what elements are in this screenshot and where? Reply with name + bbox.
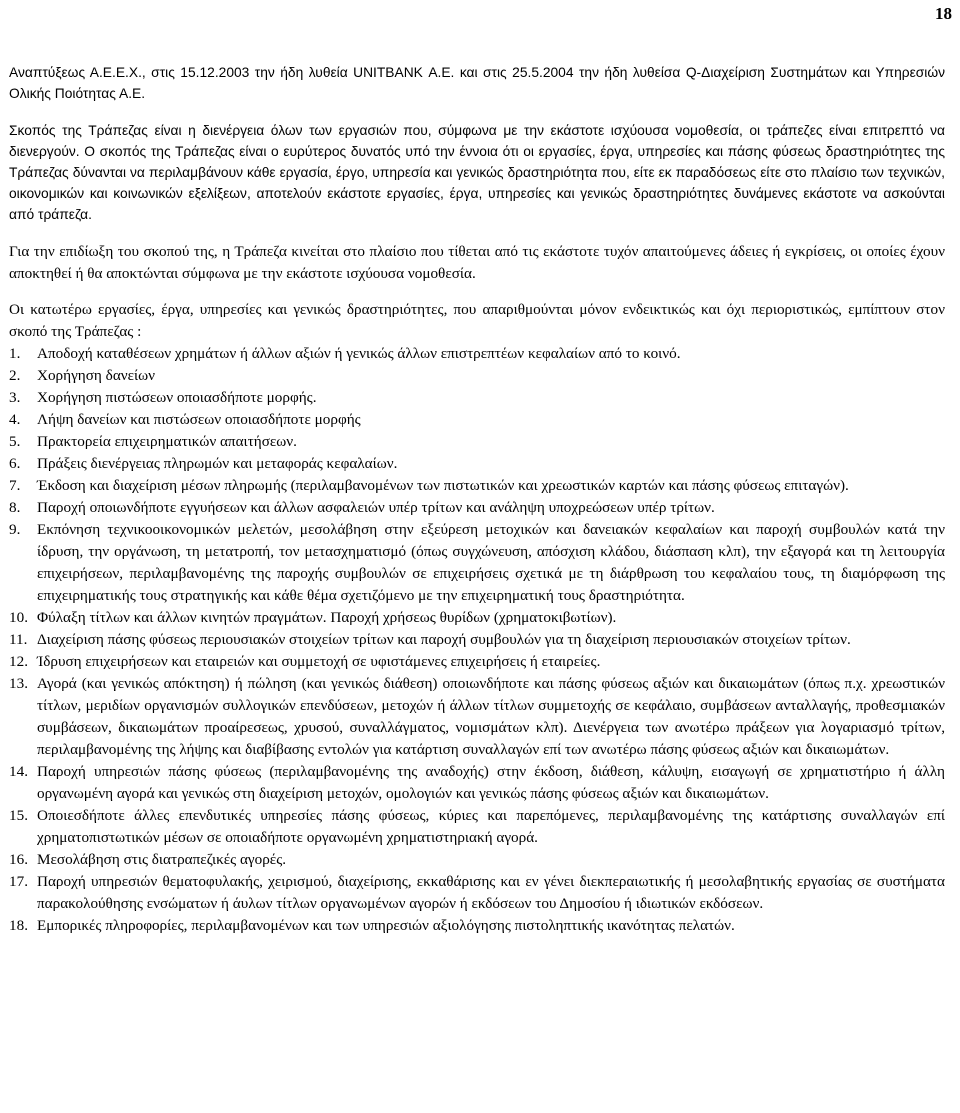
list-item xyxy=(9,607,945,629)
list-item xyxy=(9,365,945,387)
list-item-number: 12. xyxy=(9,653,28,670)
list-item xyxy=(9,761,945,805)
list-item-number: 14. xyxy=(9,763,28,780)
list-item-number: 6. xyxy=(9,455,21,472)
list-item-text: Χορήγηση δανείων xyxy=(37,367,155,384)
list-item-text: Φύλαξη τίτλων και άλλων κινητών πραγμάτων. Παροχή χρήσεως θυρίδων (χρηματοκιβωτίων). xyxy=(37,609,617,626)
list-item-text: Παροχή υπηρεσιών θεματοφυλακής, χειρισμού, διαχείρισης, εκκαθάρισης και εν γένει διεκπεραιωτικής ή μεσολαβητικής εργασίας σε συστήματα παρακολούθησης ενσώματων ή άυλων τίτλων οργανωμένων αγορών ή εκδόσεων του Δημοσίου ή ιδιωτικών εκδόσεων. xyxy=(37,873,945,912)
list-item-number: 7. xyxy=(9,477,21,494)
activities-list xyxy=(9,343,945,937)
list-item-text: Πρακτορεία επιχειρηματικών απαιτήσεων. xyxy=(37,433,297,450)
list-item-number: 8. xyxy=(9,499,21,516)
list-item-number: 9. xyxy=(9,521,21,538)
list-item-number: 17. xyxy=(9,873,28,890)
list-item xyxy=(9,343,945,365)
list-item-text: Χορήγηση πιστώσεων οποιασδήποτε μορφής. xyxy=(37,389,317,406)
page-number: 18 xyxy=(935,4,952,23)
list-item-number: 10. xyxy=(9,609,28,626)
list-item-number: 13. xyxy=(9,675,28,692)
list-item-number: 1. xyxy=(9,345,21,362)
list-item-number: 5. xyxy=(9,433,21,450)
list-item-text: Ίδρυση επιχειρήσεων και εταιρειών και συμμετοχή σε υφιστάμενες επιχειρήσεις ή εταιρείες. xyxy=(37,653,601,670)
document-body xyxy=(9,62,945,937)
purpose-sentence-2: Ο σκοπός της Τράπεζας είναι ο ευρύτερος δυνατός υπό την έννοια ότι οι εργασίες, έργα, υπηρεσίες και πάσης φύσεως δραστηριότητες της Τράπεζας δύνανται να περιλαμβάνουν κάθε εργασία, έργο, υπηρεσία και γενικώς δραστηριότητα που, είτε εκ παραδόσεως είτε στο πλαίσιο των τεχνικών, οικονομικών και κοινωνικών εξελίξεων, αποτελούν εκάστοτε εργασίες, έργα, υπηρεσίες και γενικώς δραστηριότητες δυνάμενες εκάστοτε να ασκούνται από τράπεζα. xyxy=(9,144,945,222)
list-item xyxy=(9,673,945,761)
list-item-text: Παροχή υπηρεσιών πάσης φύσεως (περιλαμβανομένης της αναδοχής) στην έκδοση, διάθεση, κάλυψη, εισαγωγή σε χρηματιστήριο ή άλλη οργανωμένη αγορά και γενικώς στη διαχείριση μετοχών, ομολογιών και γενικώς πάσης φύσεως αξιών και δικαιωμάτων. xyxy=(37,763,945,802)
list-item-text: Έκδοση και διαχείριση μέσων πληρωμής (περιλαμβανομένων των πιστωτικών και χρεωστικών καρτών και πάσης φύσεως επιταγών). xyxy=(37,477,849,494)
list-intro-paragraph: Οι κατωτέρω εργασίες, έργα, υπηρεσίες και γενικώς δραστηριότητες, που απαριθμούνται μόνον ενδεικτικώς και όχι περιοριστικώς, εμπίπτουν στον σκοπό της Τράπεζας : xyxy=(9,301,945,340)
list-item-text: Εμπορικές πληροφορίες, περιλαμβανομένων και των υπηρεσιών αξιολόγησης πιστοληπτικής ικανότητας πελατών. xyxy=(37,917,735,934)
list-item-text: Λήψη δανείων και πιστώσεων οποιασδήποτε μορφής xyxy=(37,411,361,428)
list-item-number: 11. xyxy=(9,631,28,648)
list-item xyxy=(9,915,945,937)
intro-paragraph: Αναπτύξεως Α.Ε.Ε.Χ., στις 15.12.2003 την ήδη λυθεία UNITBANK Α.Ε. και στις 25.5.2004 την ήδη λυθείσα Q-Διαχείριση Συστημάτων και Υπηρεσιών Ολικής Ποιότητας Α.Ε. xyxy=(9,65,945,101)
list-item xyxy=(9,519,945,607)
pursuit-paragraph: Για την επιδίωξη του σκοπού της, η Τράπεζα κινείται στο πλαίσιο που τίθεται από τις εκάστοτε τυχόν απαιτούμενες άδειες ή εγκρίσεις, οι οποίες έχουν αποκτηθεί ή θα αποκτώνται σύμφωνα με την εκάστοτε ισχύουσα νομοθεσία. xyxy=(9,243,945,282)
list-item-text: Πράξεις διενέργειας πληρωμών και μεταφοράς κεφαλαίων. xyxy=(37,455,398,472)
list-item xyxy=(9,475,945,497)
list-item xyxy=(9,409,945,431)
list-item xyxy=(9,871,945,915)
list-item-text: Παροχή οποιωνδήποτε εγγυήσεων και άλλων ασφαλειών υπέρ τρίτων και ανάληψη υποχρεώσεων υπέρ τρίτων. xyxy=(37,499,715,516)
list-item-text: Μεσολάβηση στις διατραπεζικές αγορές. xyxy=(37,851,286,868)
list-item-text: Αγορά (και γενικώς απόκτηση) ή πώληση (και γενικώς διάθεση) οποιωνδήποτε και πάσης φύσεως αξιών και δικαιωμάτων (όπως π.χ. χρεωστικών τίτλων, μεριδίων οργανισμών συλλογικών επενδύσεων, μετοχών ή άλλων τίτλων συμμετοχής σε κεφάλαιο, συμβάσεων ανταλλαγής, προθεσμιακών συμβάσεων, δικαιωμάτων προαίρεσεως, χρυσού, συναλλάγματος, νομισμάτων κλπ). Διενέργεια των ανωτέρω πράξεων για λογαριασμό τρίτων, περιλαμβανομένης της λήψης και διαβίβασης εντολών για κατάρτιση συναλλαγών επί των ανωτέρω πάσης φύσεως αξιών και δικαιωμάτων. xyxy=(37,675,945,758)
list-item xyxy=(9,849,945,871)
list-item xyxy=(9,805,945,849)
list-item-number: 15. xyxy=(9,807,28,824)
list-item xyxy=(9,497,945,519)
list-item-number: 3. xyxy=(9,389,21,406)
purpose-paragraph xyxy=(9,120,945,225)
list-item-number: 2. xyxy=(9,367,21,384)
list-item xyxy=(9,453,945,475)
list-item xyxy=(9,651,945,673)
list-item-text: Αποδοχή καταθέσεων χρημάτων ή άλλων αξιών ή γενικώς άλλων επιστρεπτέων κεφαλαίων από το κοινό. xyxy=(37,345,681,362)
list-item-text: Εκπόνηση τεχνικοοικονομικών μελετών, μεσολάβηση στην εξεύρεση μετοχικών και δανειακών κεφαλαίων και παροχή συμβουλών κατά την ίδρυση, την οργάνωση, τη μετατροπή, τον μετασχηματισμό (όπως συγχώνευση, απόσχιση κλάδου, διάσπαση κλπ), την εξαγορά και τη λειτουργία επιχειρήσεων, περιλαμβανομένης της παροχής συμβουλών σε επιχειρήσεις σχετικά με τη διάρθρωση του κεφαλαίου τους, τη διαμόρφωση της επιχειρηματικής τους στρατηγικής και κάθε θέμα σχετιζόμενο με την επιχειρηματική τους δραστηριότητα. xyxy=(37,521,945,604)
list-item-number: 18. xyxy=(9,917,28,934)
purpose-sentence-1: Σκοπός της Τράπεζας είναι η διενέργεια όλων των εργασιών που, σύμφωνα με την εκάστοτε ισχύουσα νομοθεσία, οι τράπεζες είναι επιτρεπτό να διενεργούν. xyxy=(9,123,945,159)
list-item xyxy=(9,431,945,453)
list-item-text: Διαχείριση πάσης φύσεως περιουσιακών στοιχείων τρίτων και παροχή συμβουλών για τη διαχείριση περιουσιακών στοιχείων τρίτων. xyxy=(37,631,851,648)
list-item xyxy=(9,629,945,651)
list-item xyxy=(9,387,945,409)
list-item-number: 4. xyxy=(9,411,21,428)
list-item-text: Οποιεσδήποτε άλλες επενδυτικές υπηρεσίες πάσης φύσεως, κύριες και παρεπόμενες, περιλαμβανομένης της κατάρτισης συναλλαγών επί χρηματοπιστωτικών μέσων σε οποιαδήποτε οργανωμένη χρηματιστηριακή αγορά. xyxy=(37,807,945,846)
list-item-number: 16. xyxy=(9,851,28,868)
